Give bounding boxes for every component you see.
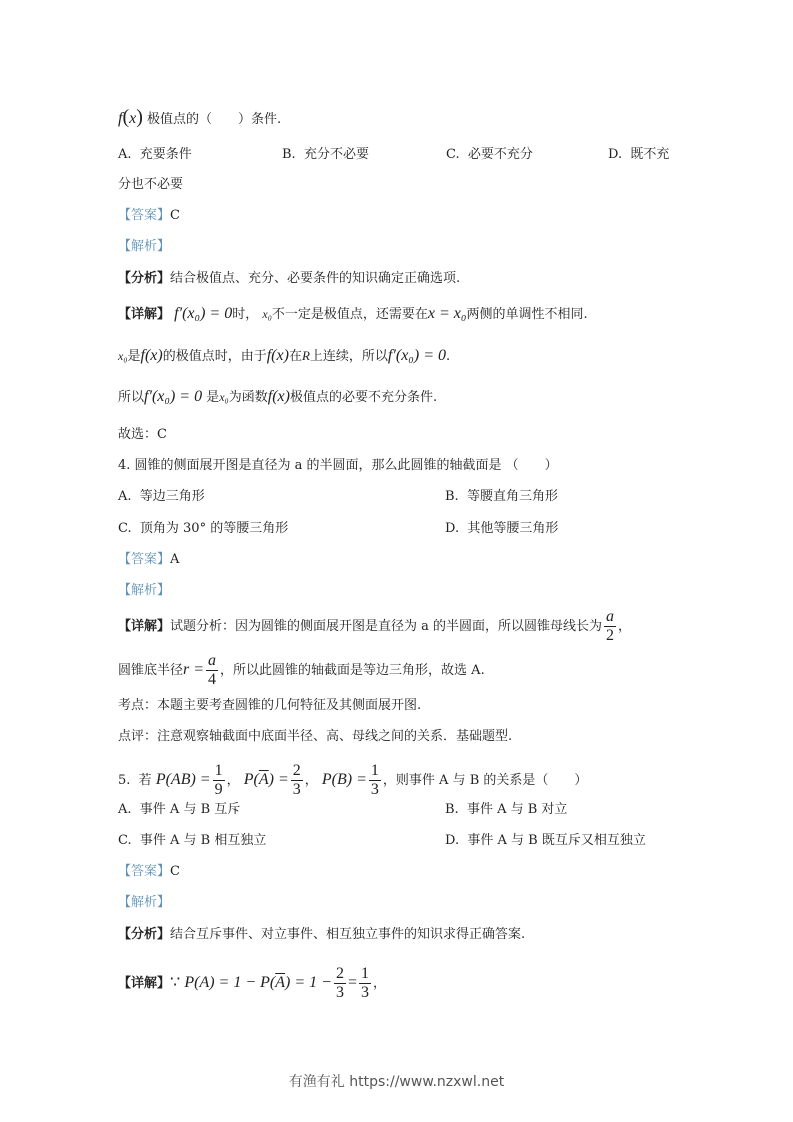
footer-watermark: 有渔有礼 https://www.nzxwl.net [288,1074,505,1090]
q3-analysis-tag: 【解析】 [118,239,171,254]
q3-option-d: D. 既不充 [608,147,670,162]
q5-fenxi: 【分析】结合互斥事件、对立事件、相互独立事件的知识求得正确答案. [118,927,526,942]
q3-option-c: C. 必要不充分 [446,147,533,162]
q4-option-a: A. 等边三角形 [118,489,205,504]
answer-tag: 【答案】 [118,864,171,879]
q5-analysis-tag: 【解析】 [118,895,171,910]
q3-xiangjie: 【详解】 f′(x₀) = 0时， x₀不一定是极值点，还需要在x = x₀两侧的单调性不相同. [118,305,588,322]
math-f: f [118,110,123,127]
q3-line2: x₀是f(x)的极值点时，由于f(x)在R上连续，所以f′(x₀) = 0. [118,347,451,364]
q3-option-d-continued: 分也不必要 [118,177,184,192]
q5-stem: 5. 若 P(AB) = $\frac{1}{9}$ ， $P(\overline{A})$ = $\frac{2}{3}$ ， P(B) = $\frac{1}{3}$ ，则事件 A 与 B 的关系是（ ） [118,762,588,798]
q4-dianping: 点评：注意观察轴截面中底面半径、高、母线之间的关系．基础题型. [118,729,513,744]
q3-line3: 所以f′(x₀) = 0 是x₀为函数f(x)极值点的必要不充分条件. [118,388,438,405]
q4-option-d: D. 其他等腰三角形 [445,521,559,536]
fraction-a-over-2: $\frac{a}{2}$ [606,608,615,644]
q5-option-d: D. 事件 A 与 B 既互斥又相互独立 [445,833,646,848]
q4-option-b: B. 等腰直角三角形 [445,489,558,504]
q5-option-a: A. 事件 A 与 B 互斥 [118,802,241,817]
q3-stem-tail: f(x) 极值点的（ ）条件. [118,106,282,128]
answer-value: C [170,864,180,879]
stem-text: 极值点的（ ）条件. [147,112,282,127]
q3-option-b: B. 充分不必要 [282,147,369,162]
q3-choice: 故选：C [118,427,167,442]
math-x: x [129,110,137,127]
fenxi-tag: 【分析】 [118,927,171,942]
xiangjie-tag: 【详解】 [118,307,171,322]
fraction-a-over-4: $\frac{a}{4}$ [208,652,217,688]
q4-option-c: C. 顶角为 30° 的等腰三角形 [118,521,289,536]
q4-analysis-tag: 【解析】 [118,583,171,598]
q5-option-c: C. 事件 A 与 B 相互独立 [118,833,267,848]
answer-tag: 【答案】 [118,208,171,223]
q4-xiangjie: 【详解】试题分析：因为圆锥的侧面展开图是直径为 a 的半圆面，所以圆锥母线长为 $\frac{a}{2}$ ， [118,608,632,644]
q5-option-b: B. 事件 A 与 B 对立 [445,802,568,817]
q4-stem: 4. 圆锥的侧面展开图是直径为 a 的半圆面，那么此圆锥的轴截面是 （ ） [118,458,558,473]
q5-answer [118,863,180,881]
q4-line2: 圆锥底半径r = $\frac{a}{4}$ ，所以此圆锥的轴截面是等边三角形，故选 A. [118,652,485,688]
q5-xiangjie: 【详解】∵ $P(A) = 1 - P(\overline{A}) = 1$ − $\frac{2}{3}$ = $\frac{1}{3}$ ， [118,965,386,1001]
q4-kaodian: 考点：本题主要考查圆锥的几何特征及其侧面展开图. [118,698,422,713]
fenxi-tag: 【分析】 [118,271,171,286]
q3-option-a: A. 充要条件 [118,147,192,162]
q4-answer [118,551,179,569]
q3-answer [118,207,180,225]
xiangjie-tag: 【详解】 [118,619,171,634]
answer-tag: 【答案】 [118,552,171,567]
answer-value: C [170,208,180,223]
q3-fenxi: 【分析】结合极值点、充分、必要条件的知识确定正确选项. [118,271,461,286]
answer-value: A [170,552,180,567]
xiangjie-tag: 【详解】 [118,976,171,991]
